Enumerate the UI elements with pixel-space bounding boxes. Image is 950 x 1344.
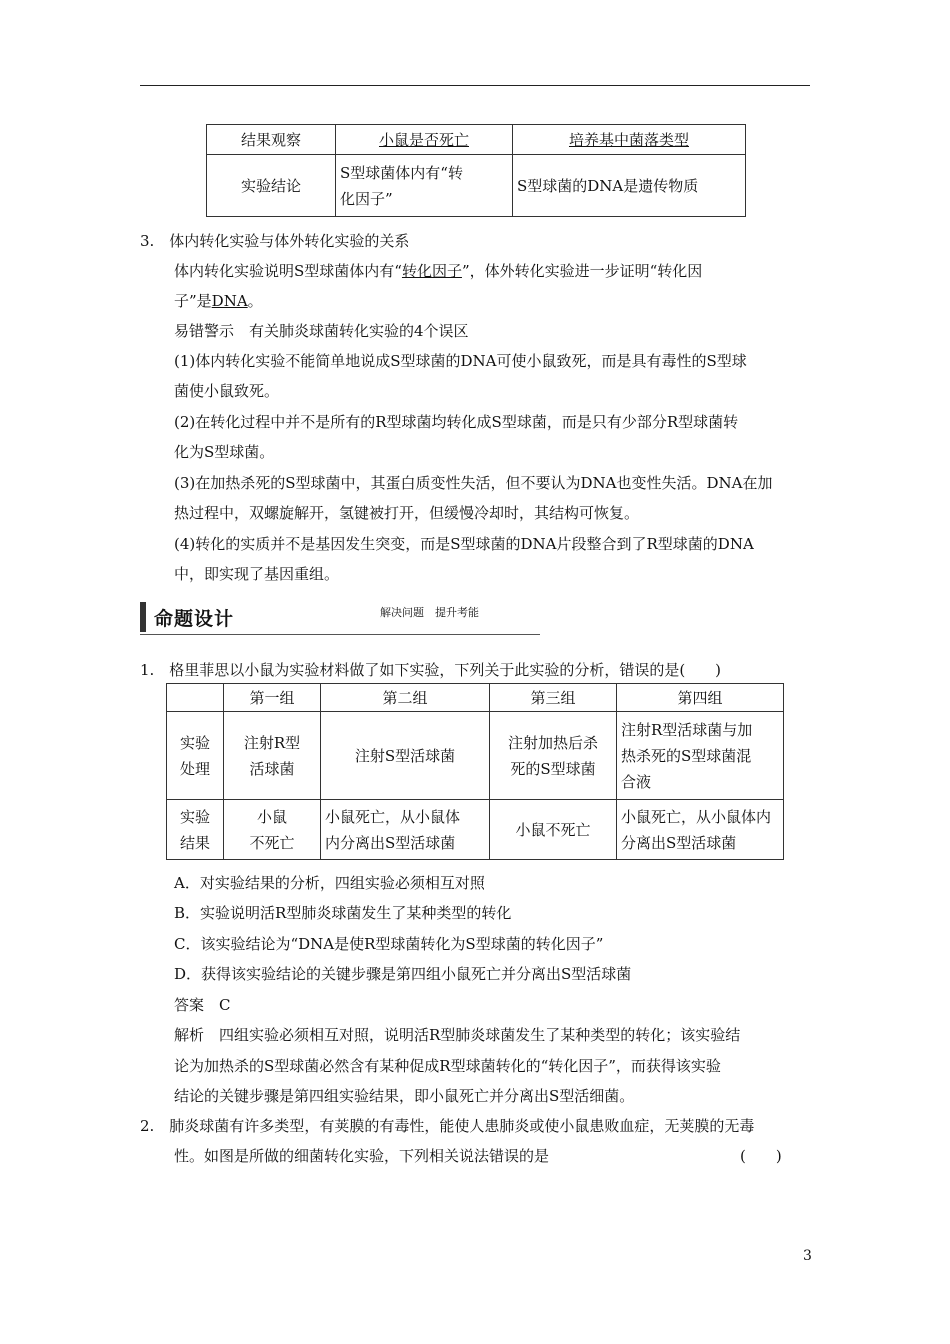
table-cell: 注射R型 活球菌 — [224, 712, 321, 800]
table-cell: S型球菌体内有“转 化因子” — [336, 155, 513, 217]
analysis-line: 解析 四组实验必须相互对照，说明活R型肺炎球菌发生了某种类型的转化；该实验结 — [174, 1026, 741, 1044]
table-cell: 小鼠是否死亡 — [336, 125, 513, 155]
banner-title: 命题设计 — [154, 608, 235, 630]
paragraph-line: 体内转化实验说明S型球菌体内有“转化因子”，体外转化实验进一步证明“转化因 — [174, 262, 703, 280]
table-cell: 小鼠不死亡 — [490, 800, 617, 860]
table-cell: 培养基中菌落类型 — [513, 125, 746, 155]
paragraph-line: 子”是DNA。 — [174, 292, 263, 310]
table-cell: 注射R型活球菌与加 热杀死的S型球菌混 合液 — [617, 712, 784, 800]
option-a: A．对实验结果的分析，四组实验必须相互对照 — [174, 874, 485, 892]
paragraph-line: 中，即实现了基因重组。 — [174, 565, 340, 583]
table-cell: 小鼠 不死亡 — [224, 800, 321, 860]
option-d: D．获得该实验结论的关键步骤是第四组小鼠死亡并分离出S型活球菌 — [174, 965, 632, 983]
section-banner — [140, 600, 810, 636]
table-cell: 小鼠死亡，从小鼠体 内分离出S型活球菌 — [321, 800, 490, 860]
table-cell: 结果观察 — [207, 125, 336, 155]
experiment-table — [166, 683, 784, 860]
paragraph-line: 化为S型球菌。 — [174, 443, 275, 461]
header-rule — [140, 85, 810, 86]
table-cell: 实验结论 — [207, 155, 336, 217]
paragraph-line: 菌使小鼠致死。 — [174, 382, 280, 400]
analysis-line: 论为加热杀的S型球菌必然含有某种促成R型球菌转化的“转化因子”，而获得该实验 — [174, 1057, 721, 1075]
table-cell: 注射加热后杀 死的S型球菌 — [490, 712, 617, 800]
paragraph-line: (2)在转化过程中并不是所有的R型球菌均转化成S型球菌，而是只有少部分R型球菌转 — [174, 413, 739, 431]
warning-heading: 易错警示 有关肺炎球菌转化实验的4个误区 — [174, 322, 469, 340]
table-cell: 实验 处理 — [167, 712, 224, 800]
question-stem: 2. 肺炎球菌有许多类型，有荚膜的有毒性，能使人患肺炎或使小鼠患败血症，无荚膜的无毒 — [140, 1117, 755, 1135]
paragraph-line: (4)转化的实质并不是基因发生突变，而是S型球菌的DNA片段整合到了R型球菌的DNA — [174, 535, 754, 553]
table-header: 第二组 — [321, 684, 490, 712]
table-cell: 实验 结果 — [167, 800, 224, 860]
paragraph-line: (1)体内转化实验不能简单地说成S型球菌的DNA可使小鼠致死，而是具有毒性的S型球 — [174, 352, 747, 370]
result-table — [206, 124, 746, 217]
table-header: 第三组 — [490, 684, 617, 712]
option-b: B．实验说明活R型肺炎球菌发生了某种类型的转化 — [174, 904, 512, 922]
answer-line: 答案 C — [174, 996, 231, 1014]
table-cell: 小鼠死亡，从小鼠体内 分离出S型活球菌 — [617, 800, 784, 860]
paragraph-line: (3)在加热杀死的S型球菌中，其蛋白质变性失活，但不要认为DNA也变性失活。DNA在加 — [174, 474, 773, 492]
table-header: 第一组 — [224, 684, 321, 712]
banner-bar — [140, 602, 146, 632]
analysis-line: 结论的关键步骤是第四组实验结果，即小鼠死亡并分离出S型活细菌。 — [174, 1087, 635, 1105]
question-stem: 1. 格里菲思以小鼠为实验材料做了如下实验，下列关于此实验的分析，错误的是( ) — [140, 661, 722, 679]
question-stem-cont: 性。如图是所做的细菌转化实验，下列相关说法错误的是 — [174, 1147, 550, 1165]
banner-underline — [140, 634, 540, 635]
table-cell: S型球菌的DNA是遗传物质 — [513, 155, 746, 217]
banner-subtitle: 解决问题 提升考能 — [380, 606, 479, 619]
table-cell — [167, 684, 224, 712]
option-c: C．该实验结论为“DNA是使R型球菌转化为S型球菌的转化因子” — [174, 935, 604, 953]
section-heading: 3. 体内转化实验与体外转化实验的关系 — [140, 232, 410, 250]
paragraph-line: 热过程中，双螺旋解开，氢键被打开，但缓慢冷却时，其结构可恢复。 — [174, 504, 640, 522]
page-number: 3 — [803, 1248, 812, 1264]
answer-bracket: ( ) — [740, 1147, 782, 1165]
table-header: 第四组 — [617, 684, 784, 712]
table-cell: 注射S型活球菌 — [321, 712, 490, 800]
